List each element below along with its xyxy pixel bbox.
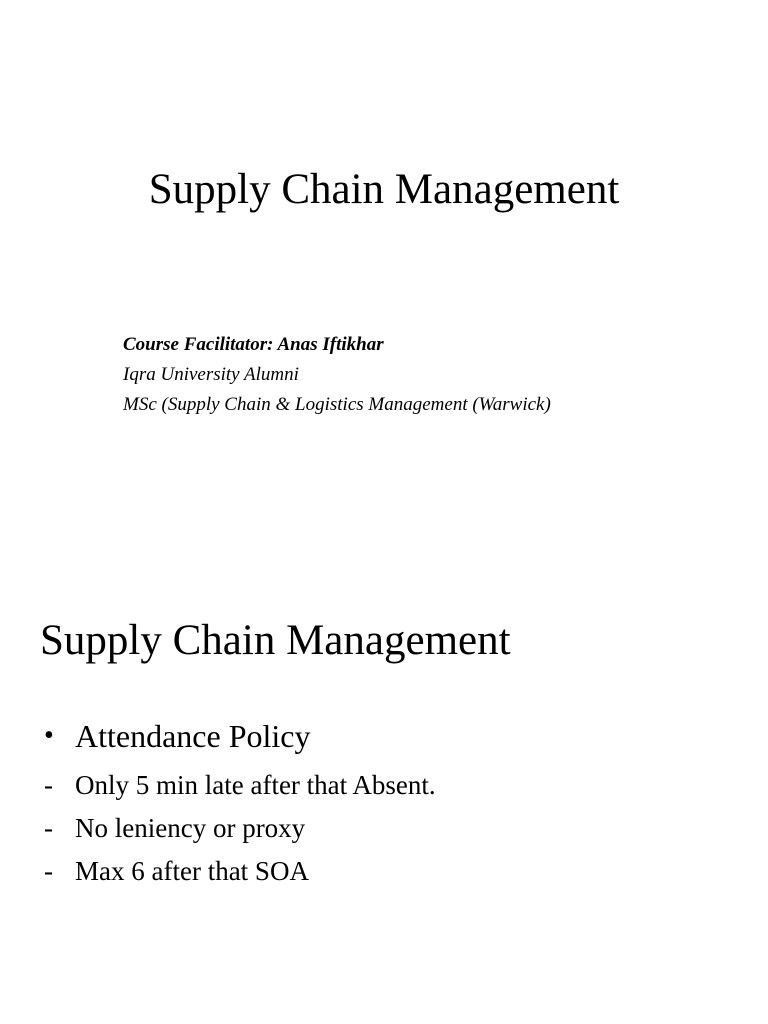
dash-marker: - [44, 770, 53, 800]
dash-marker: - [44, 813, 53, 843]
facilitator-info [123, 330, 551, 420]
list-item-text: Only 5 min late after that Absent. [75, 770, 436, 800]
bullet-marker: • [44, 720, 54, 751]
facilitator-name: Course Facilitator: Anas Iftikhar [123, 334, 384, 355]
dash-marker: - [44, 856, 53, 886]
slide-2 [0, 512, 768, 1024]
facilitator-degree: MSc (Supply Chain & Logistics Management (Warwick) [123, 394, 551, 415]
slide-2-title: Supply Chain Management [40, 617, 511, 664]
list-item-text: Max 6 after that SOA [75, 856, 309, 886]
facilitator-affiliation: Iqra University Alumni [123, 364, 299, 385]
list-item-text: Attendance Policy [75, 718, 311, 754]
slide-1-title: Supply Chain Management [148, 166, 620, 213]
list-item-text: No leniency or proxy [75, 813, 306, 843]
